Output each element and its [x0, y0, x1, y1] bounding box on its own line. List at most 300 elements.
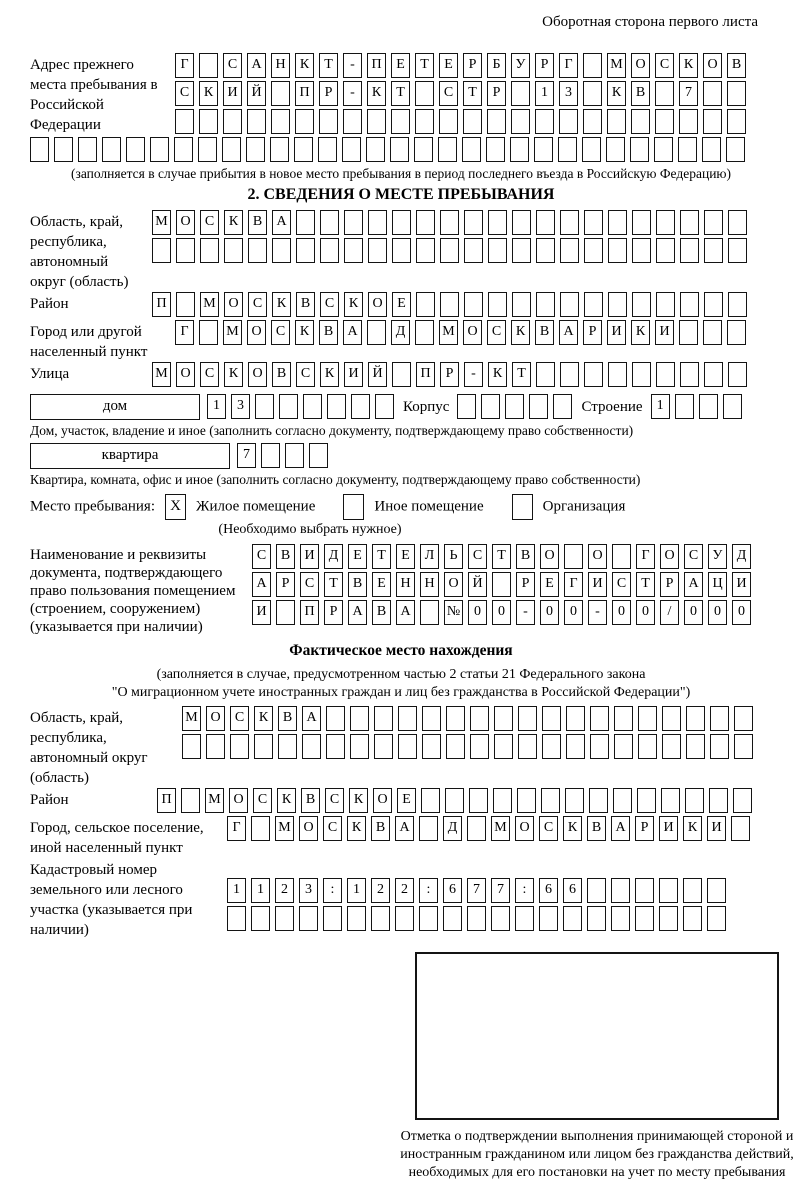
char-cell: А [247, 53, 266, 78]
kvartira-note: Квартира, комната, офис и иное (заполнить согласно документу, подтверждающему право собственности) [30, 472, 641, 487]
stay-type-row [30, 494, 772, 520]
char-cell: М [439, 320, 458, 345]
char-cell: С [300, 572, 319, 597]
char-cell: С [200, 210, 219, 235]
char-cell: 0 [636, 600, 655, 625]
char-cell: И [655, 320, 674, 345]
char-cell: 3 [231, 394, 250, 419]
char-cell [584, 238, 603, 263]
char-cell: С [252, 544, 271, 569]
char-cell [415, 320, 434, 345]
char-cell: И [300, 544, 319, 569]
char-cell [261, 443, 280, 468]
checkbox-zhiloe: X [165, 494, 186, 520]
char-cell [560, 238, 579, 263]
char-cell [488, 238, 507, 263]
fact-rayon-label: Район [30, 792, 69, 808]
char-cell [469, 788, 488, 813]
char-cell [446, 734, 465, 759]
char-cell [230, 734, 249, 759]
doc-label: Наименование и реквизиты документа, подтверждающего право пользования помещением (строением, сооружением) (указывается при наличии) [30, 547, 236, 635]
char-cell: Р [440, 362, 459, 387]
char-cell [637, 788, 656, 813]
char-grid-row [157, 788, 757, 813]
char-cell: К [631, 320, 650, 345]
char-cell [654, 137, 673, 162]
char-cell: Н [396, 572, 415, 597]
char-cell: В [535, 320, 554, 345]
char-cell: О [463, 320, 482, 345]
dom-note: Дом, участок, владение и иное (заполнить согласно документу, подтверждающему право собственности) [30, 423, 634, 438]
char-cell: Й [247, 81, 266, 106]
char-cell [565, 788, 584, 813]
char-grid-row [182, 734, 758, 759]
char-cell [703, 81, 722, 106]
char-cell: О [299, 816, 318, 841]
fact-note-2: "О миграционном учете иностранных граждан и лиц без гражданства в Российской Федерации") [111, 685, 691, 700]
char-cell [344, 210, 363, 235]
char-cell [683, 906, 702, 931]
char-cell [632, 210, 651, 235]
char-cell [464, 292, 483, 317]
char-cell: К [254, 706, 273, 731]
char-cell [632, 292, 651, 317]
char-cell: 3 [299, 878, 318, 903]
char-cell: А [684, 572, 703, 597]
char-cell: А [343, 320, 362, 345]
char-cell: 2 [395, 878, 414, 903]
char-grid-row [252, 600, 756, 625]
char-cell: 7 [679, 81, 698, 106]
char-cell [566, 706, 585, 731]
char-cell [702, 137, 721, 162]
char-grid-row [252, 544, 756, 569]
char-cell: В [727, 53, 746, 78]
char-cell [584, 362, 603, 387]
char-cell: В [372, 600, 391, 625]
kvartira-row [30, 443, 772, 471]
char-cell [590, 734, 609, 759]
char-cell [440, 238, 459, 263]
char-cell: Д [732, 544, 751, 569]
char-cell [560, 362, 579, 387]
char-cell: Е [540, 572, 559, 597]
char-cell [344, 238, 363, 263]
char-cell [534, 137, 553, 162]
char-cell [699, 394, 718, 419]
char-cell: С [539, 816, 558, 841]
char-cell [707, 878, 726, 903]
char-cell: Г [636, 544, 655, 569]
section2-title: 2. СВЕДЕНИЯ О МЕСТЕ ПРЕБЫВАНИЯ [247, 186, 555, 203]
char-cell [679, 320, 698, 345]
char-cell [656, 362, 675, 387]
char-cell: Т [319, 53, 338, 78]
char-cell: Т [463, 81, 482, 106]
char-cell: С [200, 362, 219, 387]
char-cell [351, 394, 370, 419]
char-cell: С [655, 53, 674, 78]
char-cell [398, 734, 417, 759]
char-cell [680, 362, 699, 387]
char-cell: 7 [467, 878, 486, 903]
char-cell: С [325, 788, 344, 813]
fact-title: Фактическое место нахождения [289, 642, 513, 659]
char-cell: В [516, 544, 535, 569]
char-cell [294, 137, 313, 162]
char-cell [470, 734, 489, 759]
char-cell [710, 706, 729, 731]
char-cell: : [323, 878, 342, 903]
char-cell: К [683, 816, 702, 841]
char-cell [227, 906, 246, 931]
doc-field [30, 544, 772, 636]
char-cell [727, 109, 746, 134]
char-cell: М [182, 706, 201, 731]
char-cell: И [344, 362, 363, 387]
char-cell [728, 362, 747, 387]
char-cell [416, 210, 435, 235]
char-cell [251, 906, 270, 931]
char-cell [367, 109, 386, 134]
char-cell: К [224, 210, 243, 235]
char-cell [488, 292, 507, 317]
char-cell: В [371, 816, 390, 841]
char-cell [511, 109, 530, 134]
char-cell: У [511, 53, 530, 78]
char-cell [224, 238, 243, 263]
char-cell [420, 600, 439, 625]
char-cell: А [559, 320, 578, 345]
gorod-label: Город или другой населенный пункт [30, 324, 148, 360]
char-cell: М [607, 53, 626, 78]
char-cell [517, 788, 536, 813]
char-cell [536, 292, 555, 317]
char-cell [675, 394, 694, 419]
char-cell [582, 137, 601, 162]
char-cell [126, 137, 145, 162]
char-cell [584, 210, 603, 235]
char-cell: С [271, 320, 290, 345]
stay-type-hint: (Необходимо выбрать нужное) [218, 522, 402, 537]
char-grid-row [237, 443, 333, 468]
fact-gorod-label: Город, сельское поселение, иной населенный пункт [30, 820, 204, 856]
prev-address-label: Адрес прежнего места пребывания в Российской Федерации [30, 57, 158, 133]
char-cell [558, 137, 577, 162]
char-cell [323, 906, 342, 931]
char-cell [539, 906, 558, 931]
char-cell [685, 788, 704, 813]
oblast-label: Область, край, республика, автономный округ (область) [30, 214, 129, 290]
stamp-note: Отметка о подтверждении выполнения принимающей стороной и иностранным гражданином или лицом без гражданства действий, необходимых для его постановки на учет по месту пребывания [400, 1129, 794, 1180]
char-cell [199, 320, 218, 345]
char-cell [680, 292, 699, 317]
char-cell: 3 [559, 81, 578, 106]
ulitsa-label: Улица [30, 366, 70, 382]
char-cell [613, 788, 632, 813]
char-cell [686, 706, 705, 731]
char-cell: А [348, 600, 367, 625]
char-cell: В [301, 788, 320, 813]
char-cell: Г [564, 572, 583, 597]
char-cell [583, 81, 602, 106]
char-cell [566, 734, 585, 759]
char-cell [222, 137, 241, 162]
char-cell [464, 210, 483, 235]
char-cell: П [300, 600, 319, 625]
char-cell [656, 210, 675, 235]
char-grid-row [152, 210, 752, 235]
char-cell [612, 544, 631, 569]
char-cell: Р [487, 81, 506, 106]
char-cell [246, 137, 265, 162]
char-cell [395, 906, 414, 931]
char-cell [590, 706, 609, 731]
char-cell: К [344, 292, 363, 317]
char-cell [390, 137, 409, 162]
char-cell: О [176, 362, 195, 387]
char-cell [560, 210, 579, 235]
char-cell [440, 292, 459, 317]
char-cell [419, 816, 438, 841]
char-cell [368, 210, 387, 235]
char-cell [493, 788, 512, 813]
char-cell: В [631, 81, 650, 106]
char-cell: П [152, 292, 171, 317]
char-cell [457, 394, 476, 419]
char-cell: К [679, 53, 698, 78]
char-cell [560, 292, 579, 317]
char-cell [255, 394, 274, 419]
char-cell: О [703, 53, 722, 78]
dom-type-box: дом [30, 394, 200, 420]
fact-oblast-field [30, 706, 772, 788]
option-organizatsiya-label: Организация [542, 498, 626, 515]
char-cell: О [444, 572, 463, 597]
char-cell [279, 394, 298, 419]
char-cell: К [224, 362, 243, 387]
char-cell: Е [348, 544, 367, 569]
char-cell [443, 906, 462, 931]
gorod-field [30, 320, 772, 362]
char-cell: Й [368, 362, 387, 387]
char-cell: Й [468, 572, 487, 597]
char-cell: Т [372, 544, 391, 569]
char-cell [704, 292, 723, 317]
char-cell [505, 394, 524, 419]
char-cell [734, 706, 753, 731]
char-cell [632, 238, 651, 263]
char-cell [563, 906, 582, 931]
char-cell [375, 394, 394, 419]
char-cell: Р [635, 816, 654, 841]
char-cell [606, 137, 625, 162]
char-cell [553, 394, 572, 419]
fact-oblast-grid [182, 706, 758, 762]
char-cell [374, 734, 393, 759]
char-cell [309, 443, 328, 468]
char-cell: А [395, 816, 414, 841]
char-cell [678, 137, 697, 162]
char-cell: А [396, 600, 415, 625]
char-cell [728, 292, 747, 317]
char-cell: 7 [237, 443, 256, 468]
char-cell [392, 238, 411, 263]
char-cell [285, 443, 304, 468]
char-cell [318, 137, 337, 162]
fact-note-1: (заполняется в случае, предусмотренном частью 2 статьи 21 Федерального закона [156, 667, 646, 682]
char-cell: Е [392, 292, 411, 317]
char-cell: - [343, 53, 362, 78]
char-cell [343, 109, 362, 134]
char-cell [251, 816, 270, 841]
char-cell: Е [391, 53, 410, 78]
char-cell [488, 210, 507, 235]
char-cell: № [444, 600, 463, 625]
char-cell: 0 [540, 600, 559, 625]
char-cell [371, 906, 390, 931]
char-cell [296, 210, 315, 235]
char-cell: К [272, 292, 291, 317]
char-grid-row [175, 81, 751, 106]
char-cell: Г [559, 53, 578, 78]
char-cell: П [416, 362, 435, 387]
char-cell: Р [324, 600, 343, 625]
char-cell: Т [391, 81, 410, 106]
char-cell [302, 734, 321, 759]
char-cell: Н [271, 53, 290, 78]
char-cell: В [319, 320, 338, 345]
char-cell [511, 81, 530, 106]
char-cell: К [349, 788, 368, 813]
char-cell [470, 706, 489, 731]
char-grid-row [30, 137, 772, 162]
char-cell: Р [276, 572, 295, 597]
option-inoe-label: Иное помещение [374, 498, 484, 515]
char-grid-row [207, 394, 399, 419]
char-cell [391, 109, 410, 134]
char-cell [416, 238, 435, 263]
char-cell: И [707, 816, 726, 841]
char-cell [710, 734, 729, 759]
stamp-area [392, 952, 800, 1182]
char-cell [54, 137, 73, 162]
char-cell [438, 137, 457, 162]
char-cell: Т [636, 572, 655, 597]
char-cell: И [223, 81, 242, 106]
char-cell [467, 816, 486, 841]
char-cell: Р [535, 53, 554, 78]
char-cell [327, 394, 346, 419]
char-cell: : [515, 878, 534, 903]
char-cell: В [272, 362, 291, 387]
page-side-note: Оборотная сторона первого листа [542, 14, 758, 30]
char-cell [248, 238, 267, 263]
char-grid-row [152, 238, 752, 263]
char-cell [589, 788, 608, 813]
char-grid-row [175, 109, 751, 134]
fact-rayon-field [30, 788, 772, 816]
char-cell: С [248, 292, 267, 317]
char-cell: В [278, 706, 297, 731]
char-cell: Р [516, 572, 535, 597]
char-cell [347, 906, 366, 931]
char-cell: О [631, 53, 650, 78]
char-cell [662, 734, 681, 759]
char-cell [608, 292, 627, 317]
char-grid-row [175, 53, 751, 78]
char-cell [199, 109, 218, 134]
char-cell [656, 292, 675, 317]
char-cell [662, 706, 681, 731]
char-grid-row [175, 320, 751, 345]
prev-address-field [30, 53, 772, 137]
char-cell: К [367, 81, 386, 106]
char-cell: 0 [732, 600, 751, 625]
char-cell: 1 [347, 878, 366, 903]
char-cell [635, 878, 654, 903]
doc-grid [252, 544, 756, 628]
char-cell [487, 109, 506, 134]
char-cell: О [368, 292, 387, 317]
char-cell [206, 734, 225, 759]
char-cell: С [175, 81, 194, 106]
char-cell [392, 362, 411, 387]
char-cell [199, 53, 218, 78]
char-cell [655, 109, 674, 134]
char-cell [512, 292, 531, 317]
char-cell: О [224, 292, 243, 317]
char-cell: Е [396, 544, 415, 569]
char-cell: К [199, 81, 218, 106]
char-cell: 1 [535, 81, 554, 106]
char-cell [512, 210, 531, 235]
char-cell [542, 706, 561, 731]
char-cell: Л [420, 544, 439, 569]
char-cell [707, 906, 726, 931]
char-cell: О [248, 362, 267, 387]
char-cell: 1 [651, 394, 670, 419]
char-cell [446, 706, 465, 731]
char-cell: С [439, 81, 458, 106]
char-cell: М [275, 816, 294, 841]
char-cell [247, 109, 266, 134]
char-cell [342, 137, 361, 162]
char-cell [463, 109, 482, 134]
char-cell [350, 734, 369, 759]
char-cell [174, 137, 193, 162]
checkbox-organizatsiya [512, 494, 533, 520]
char-cell: И [588, 572, 607, 597]
char-cell: К [511, 320, 530, 345]
char-cell: С [296, 362, 315, 387]
char-cell: Т [512, 362, 531, 387]
char-cell [415, 81, 434, 106]
char-cell: Е [372, 572, 391, 597]
char-cell: П [157, 788, 176, 813]
char-cell: Ь [444, 544, 463, 569]
char-cell [414, 137, 433, 162]
char-cell: С [323, 816, 342, 841]
char-cell [366, 137, 385, 162]
char-cell [635, 906, 654, 931]
prev-address-note: (заполняется в случае прибытия в новое место пребывания в период последнего въезда в Российскую Федерацию) [70, 166, 732, 181]
char-cell: И [732, 572, 751, 597]
char-cell [368, 238, 387, 263]
char-cell [198, 137, 217, 162]
char-cell [703, 109, 722, 134]
char-cell [494, 706, 513, 731]
